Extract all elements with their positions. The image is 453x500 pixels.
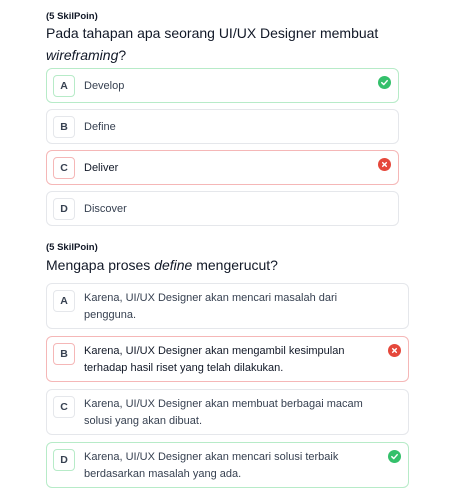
option-text bbox=[84, 343, 344, 377]
question-2-option-c[interactable] bbox=[46, 389, 409, 435]
option-text-line-1: Karena, UI/UX Designer akan mengambil kesimpulan bbox=[84, 345, 345, 357]
question-1-option-a[interactable] bbox=[46, 68, 399, 103]
x-circle-icon bbox=[388, 344, 401, 357]
question-2-text bbox=[46, 254, 406, 276]
option-text: Develop bbox=[84, 80, 125, 92]
question-2-option-d[interactable] bbox=[46, 442, 409, 488]
option-text-line-2: berdasarkan masalah yang ada. bbox=[84, 468, 242, 480]
question-1-points: (5 SkilPoin) bbox=[46, 11, 98, 22]
option-letter: B bbox=[53, 116, 75, 138]
option-text-line-1: Karena, UI/UX Designer akan membuat berbagai macam bbox=[84, 398, 363, 410]
question-2-text-after: mengerucut? bbox=[192, 257, 278, 273]
option-text: Deliver bbox=[84, 162, 119, 174]
option-text bbox=[84, 449, 338, 483]
question-2-option-b[interactable] bbox=[46, 336, 409, 382]
option-letter: C bbox=[53, 157, 75, 179]
option-text-line-1: Karena, UI/UX Designer akan mencari masalah dari bbox=[84, 292, 338, 304]
option-text-line-2: solusi yang akan dibuat. bbox=[84, 415, 203, 427]
question-1-text-emphasis: wireframing bbox=[46, 47, 119, 63]
option-letter: A bbox=[53, 75, 75, 97]
check-circle-icon bbox=[388, 450, 401, 463]
question-1-text-after: ? bbox=[118, 47, 127, 63]
option-letter: A bbox=[53, 290, 75, 312]
question-2-option-a[interactable] bbox=[46, 283, 409, 329]
option-letter: D bbox=[53, 449, 75, 471]
question-2-text-before: Mengapa proses bbox=[46, 257, 155, 273]
question-1-option-d[interactable] bbox=[46, 191, 399, 226]
option-text: Discover bbox=[84, 203, 127, 215]
option-text-line-1: Karena, UI/UX Designer akan mencari solusi terbaik bbox=[84, 451, 339, 463]
option-text-line-2: pengguna. bbox=[84, 309, 136, 321]
question-1-text bbox=[46, 22, 386, 66]
x-circle-icon bbox=[378, 158, 391, 171]
option-letter: D bbox=[53, 198, 75, 220]
option-text bbox=[84, 290, 337, 324]
option-letter: C bbox=[53, 396, 75, 418]
check-circle-icon bbox=[378, 76, 391, 89]
option-text bbox=[84, 396, 363, 430]
option-text-line-2: terhadap hasil riset yang telah dilakukan. bbox=[84, 362, 284, 374]
question-2-text-emphasis: define bbox=[154, 257, 193, 273]
option-letter: B bbox=[53, 343, 75, 365]
question-1-option-c[interactable] bbox=[46, 150, 399, 185]
question-1-text-before: Pada tahapan apa seorang UI/UX Designer membuat bbox=[46, 25, 379, 41]
option-text: Define bbox=[84, 121, 116, 133]
question-1-option-b[interactable] bbox=[46, 109, 399, 144]
question-2-points: (5 SkilPoin) bbox=[46, 242, 98, 253]
